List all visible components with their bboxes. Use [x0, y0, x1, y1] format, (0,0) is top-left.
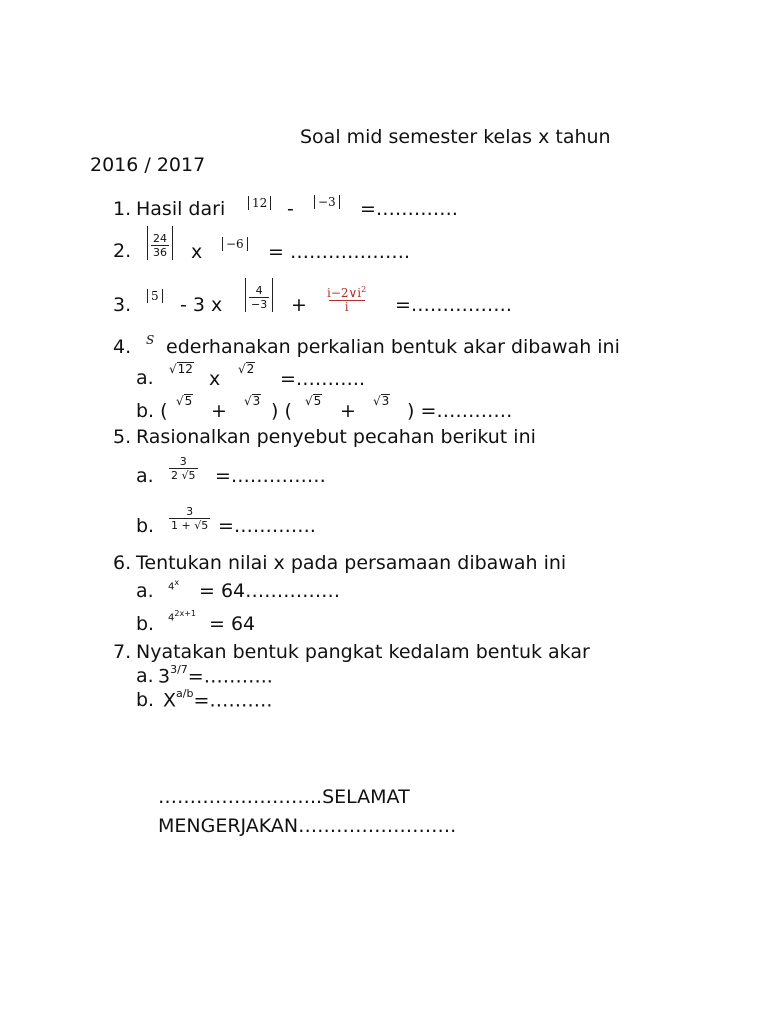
question-6-number: 6. [113, 552, 132, 574]
question-3-minus-3x: - 3 x [180, 294, 223, 316]
question-7a-exponent: 3/7 [170, 663, 188, 676]
question-2-number: 2. [113, 240, 132, 262]
question-4a-label: a. [136, 367, 154, 389]
question-2-abs-fraction [147, 226, 173, 260]
question-4-number: 4. [113, 336, 132, 358]
question-6b-power [168, 609, 196, 623]
question-5b-blank: =…………. [218, 515, 316, 537]
question-4b-sqrt-3-first: √ 3 [244, 394, 261, 408]
question-4a-radicand-12: 12 [177, 362, 193, 376]
question-4b-sqrt-5-second: √ 5 [305, 394, 322, 408]
title-line-2: 2016 / 2017 [90, 154, 206, 176]
question-2-times: x [191, 241, 203, 263]
question-6b-rest: = 64 [209, 613, 256, 635]
question-4b-mid-parens: ) ( [271, 400, 292, 422]
question-4-s-letter: S [146, 333, 155, 347]
question-6a-label: a. [136, 580, 154, 602]
question-7-number: 7. [113, 641, 132, 663]
question-4a-sqrt-12: √ 12 [169, 362, 193, 376]
question-5b-fraction [169, 500, 210, 532]
question-4b-radicand-3-first: 3 [252, 394, 261, 408]
question-4b-sqrt-3-second: √ 3 [373, 394, 390, 408]
question-5a-fraction [169, 450, 198, 482]
question-2-blank: = ………………. [268, 241, 410, 263]
question-3-plus: + [291, 294, 307, 316]
question-5a-numerator: 3 [179, 455, 187, 468]
question-6-text: Tentukan nilai x pada persamaan dibawah ini [136, 552, 567, 574]
question-7a-rest: =……….. [187, 665, 273, 688]
question-1-blank: =…………. [360, 198, 458, 220]
question-3-expression-top: i−2∨i [327, 286, 362, 300]
question-4-text: ederhanakan perkalian bentuk akar dibawah ini [166, 336, 620, 358]
closing-line-1: ……………………..SELAMAT [158, 786, 410, 808]
question-7b-label: b. [136, 689, 155, 711]
question-3-expression-sup: 2 [361, 285, 367, 294]
question-7a-expression [158, 665, 273, 687]
question-4b-blank: ) =………… [407, 400, 513, 422]
question-7b-base: X [163, 689, 177, 712]
question-5a-den-radicand: 5 [188, 469, 196, 482]
question-4a-sqrt-2: √ 2 [238, 362, 255, 376]
question-3-expression [325, 282, 368, 314]
question-3-abs-5: 5 [147, 289, 163, 303]
question-2-fraction-denominator: 36 [153, 246, 167, 259]
question-5b-den-radicand: 5 [201, 519, 209, 532]
question-3-blank: =……………. [395, 294, 512, 316]
question-4a-times: x [209, 368, 221, 390]
question-6b-label: b. [136, 613, 155, 635]
question-5b-numerator: 3 [186, 505, 194, 518]
question-3-number: 3. [113, 294, 132, 316]
question-1-number: 1. [113, 198, 132, 220]
question-3-abs-fraction [245, 278, 273, 312]
question-4b-sqrt-5-first: √ 5 [176, 394, 193, 408]
question-4b-radicand-5-second: 5 [313, 394, 322, 408]
question-6a-base: 4 [168, 581, 175, 593]
question-5-number: 5. [113, 426, 132, 448]
question-7a-label: a. [136, 665, 154, 687]
question-3-fraction-numerator: 4 [255, 284, 263, 297]
question-6a-exponent: x [174, 578, 180, 587]
question-7a-base: 3 [158, 665, 171, 688]
question-6a-power [168, 578, 179, 592]
question-5a-blank: =…………… [215, 465, 326, 487]
question-1-minus: - [287, 198, 294, 220]
question-4b-plus-first: + [211, 400, 227, 422]
question-2-fraction-numerator: 24 [153, 232, 167, 245]
question-3-expression-bottom: i [329, 300, 365, 314]
question-5b-den-prefix: 1 + [171, 519, 191, 532]
question-5b-denominator: 1 + √5 [171, 519, 209, 532]
question-5-text: Rasionalkan penyebut pecahan berikut ini [136, 426, 536, 448]
question-4b-radicand-5-first: 5 [184, 394, 193, 408]
question-4a-radicand-2: 2 [246, 362, 255, 376]
closing-line-2: MENGERJAKAN……………………. [158, 815, 457, 837]
question-1-abs-12: 12 [248, 196, 271, 210]
question-1-text: Hasil dari [136, 198, 226, 220]
question-5b-label: b. [136, 515, 155, 537]
question-7b-rest: =………. [193, 689, 273, 712]
question-4b-radicand-3-second: 3 [381, 394, 390, 408]
question-4a-blank: =……….. [280, 368, 365, 390]
question-7b-expression [163, 689, 272, 711]
title-line-1: Soal mid semester kelas x tahun [300, 126, 611, 148]
question-6a-rest: = 64…………… [199, 580, 341, 602]
question-5a-den-coef: 2 [171, 469, 178, 482]
question-1-abs-neg3: −3 [314, 195, 340, 209]
question-6b-exponent: 2x+1 [174, 609, 196, 618]
question-7-text: Nyatakan bentuk pangkat kedalam bentuk akar [136, 641, 590, 663]
question-4b-plus-second: + [340, 400, 356, 422]
question-3-fraction-denominator: −3 [251, 298, 268, 311]
question-5a-label: a. [136, 465, 154, 487]
question-4b-label: b. ( [136, 400, 168, 422]
question-5a-denominator: 2 √5 [171, 469, 196, 482]
question-6b-base: 4 [168, 612, 175, 624]
question-7b-exponent: a/b [176, 687, 194, 700]
question-2-abs-neg6: −6 [222, 237, 248, 251]
